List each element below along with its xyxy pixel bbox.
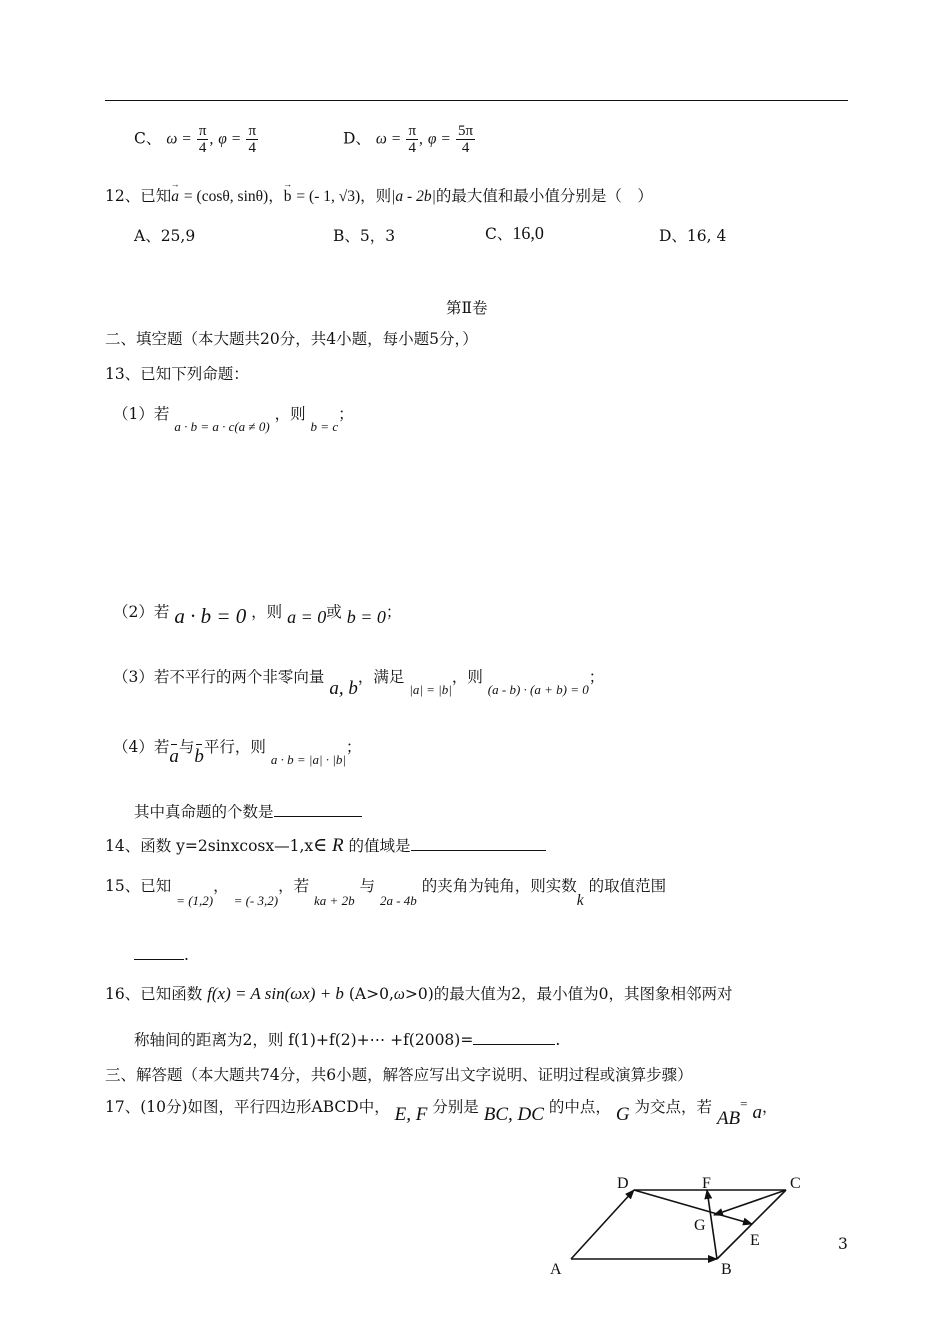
solution-header: 三、解答题（本大题共74分，共6小题，解答应写出文字说明、证明过程或演算步骤）: [105, 1066, 693, 1084]
q13-p3-result: (a - b) · (a + b) = 0: [487, 682, 589, 697]
q13-p4-a: a: [169, 746, 179, 767]
q15-stem: 15、已知 $_{= (1,2)}$， $_{= (- 3,2)}$，若 $_{ka + 2b}$ 与 $_{2a - 4b}$ 的夹角为钝角，则实数k 的取值范围: [105, 877, 667, 909]
q17-a: a: [752, 1102, 762, 1123]
q13-p2-expression: a · b = 0: [174, 604, 247, 628]
header-rule: [105, 100, 848, 101]
segment-ad: [571, 1190, 634, 1259]
q11-c-omega-frac: $\frac{\pi}{4}$: [198, 123, 207, 156]
q13-answer-blank[interactable]: [274, 816, 362, 817]
q12-abs-expression: |a - 2b|: [391, 188, 436, 205]
part-two-title: 第Ⅱ卷: [446, 299, 488, 317]
q13-p2-b: b = 0: [346, 607, 386, 627]
segment-de: [634, 1190, 752, 1224]
q13-proposition-3: （3）若不平行的两个非零向量 a, b，满足 $_{|a| = |b|}$，则 $_{(a - b) \cdot (a + b) = 0}$；: [113, 668, 605, 699]
q13-p1-expression: a · b = a · c(a ≠ 0): [174, 419, 270, 434]
q14-set: ∈ R: [313, 835, 344, 856]
q12-b-definition: = (- 1, √3): [296, 188, 361, 205]
q17-ab: AB: [716, 1108, 741, 1129]
q13-p1-result: b = c: [310, 419, 339, 434]
q12-option-d: D、16, 4: [659, 227, 727, 245]
q11-d-phi-frac: $\frac{5\pi}{4}$: [458, 123, 474, 156]
q12-stem: 12、已知→ a = (cosθ, sinθ)，→ b = (- 1, √3)，则|a - 2b|的最大值和最小值分别是（ ）: [105, 184, 653, 206]
q12-a-definition: = (cosθ, sinθ): [183, 188, 269, 205]
q11-option-d: D、 ω = $\frac{\pi}{4}$ , φ = $\frac{5\pi}{4}$: [343, 123, 474, 156]
q16-answer-blank[interactable]: [473, 1044, 555, 1045]
label-d: D: [617, 1175, 629, 1192]
q11-d-label: D、: [343, 129, 371, 148]
q11-d-omega-frac: $\frac{\pi}{4}$: [408, 123, 417, 156]
vector-b: → b: [284, 188, 292, 206]
q15-b-definition: = (- 3,2): [233, 893, 279, 908]
q16-function: f(x) = A sin(ωx) + b: [207, 984, 344, 1003]
q16-stem: 16、已知函数 f(x) = A sin(ωx) + b (A>0,ω>0)的最大值为2，最小值为0，其图象相邻两对: [105, 984, 733, 1003]
q12-option-a: A、25,9: [134, 227, 196, 245]
q15-answer-blank[interactable]: [134, 959, 184, 960]
q14-answer-blank[interactable]: [411, 850, 546, 851]
parallelogram-figure: [540, 1168, 820, 1282]
q16-line-2: 称轴间的距离为2，则 f(1)+f(2)+⋯ +f(2008)= .: [134, 1031, 561, 1049]
q13-proposition-1: （1）若 $_{a \cdot b = a \cdot c(a \ne 0)}$ ，则 $_{b = c}$；: [113, 405, 354, 434]
segment-bf: [707, 1190, 717, 1259]
label-g: G: [694, 1217, 706, 1234]
page-number: 3: [838, 1235, 848, 1253]
segment-cg: [714, 1190, 786, 1215]
q13-proposition-4: （4）若a与b平行，则 $_{a \cdot b = |a| \cdot |b|}$；: [113, 738, 362, 767]
q11-c-label: C、: [134, 129, 162, 148]
q17-ef: E, F: [394, 1104, 428, 1125]
vector-a: → a: [171, 188, 179, 206]
q13-proposition-2: （2）若 a · b = 0 ，则 a = 0或 b = 0；: [113, 603, 402, 628]
label-b: B: [721, 1261, 732, 1278]
q13-p4-result: a · b = |a| · |b|: [270, 752, 346, 767]
q13-lead: 13、已知下列命题：: [105, 365, 249, 383]
q11-option-c: C、 ω = $\frac{\pi}{4}$ , φ = $\frac{\pi}{4}$: [134, 123, 257, 156]
q13-p2-a: a = 0: [287, 607, 327, 627]
label-a: A: [550, 1261, 562, 1278]
q13-answer-line: 其中真命题的个数是: [134, 800, 362, 822]
q15-expression-2: 2a - 4b: [379, 893, 417, 908]
fill-in-header: 二、填空题（本大题共20分，共4小题，每小题5分，）: [105, 330, 478, 348]
label-f: F: [702, 1175, 711, 1192]
q15-a-definition: = (1,2): [176, 893, 214, 908]
q15-k: k: [576, 892, 584, 909]
q12-option-b: B、5，3: [333, 227, 396, 245]
q17-bc-dc: BC, DC: [483, 1104, 544, 1125]
q17-stem: 17、(10分)如图，平行四边形ABCD中， E, F 分别是 BC, DC 的中点， G 为交点，若 AB= a，: [105, 1096, 778, 1129]
q15-answer-line: .: [134, 946, 189, 964]
q13-p4-b: b: [194, 746, 204, 767]
label-c: C: [790, 1175, 801, 1192]
q14-stem: 14、函数 y=2sinxcosx—1,x∈ R 的值域是: [105, 834, 546, 857]
q15-expression-1: ka + 2b: [314, 893, 355, 908]
q17-g: G: [615, 1104, 630, 1125]
q12-option-c: C、16,0: [485, 223, 544, 243]
q11-c-phi-frac: $\frac{\pi}{4}$: [248, 123, 257, 156]
q13-p3-vectors: a, b: [329, 678, 358, 699]
label-e: E: [750, 1232, 760, 1249]
q13-p3-condition: |a| = |b|: [409, 682, 452, 697]
